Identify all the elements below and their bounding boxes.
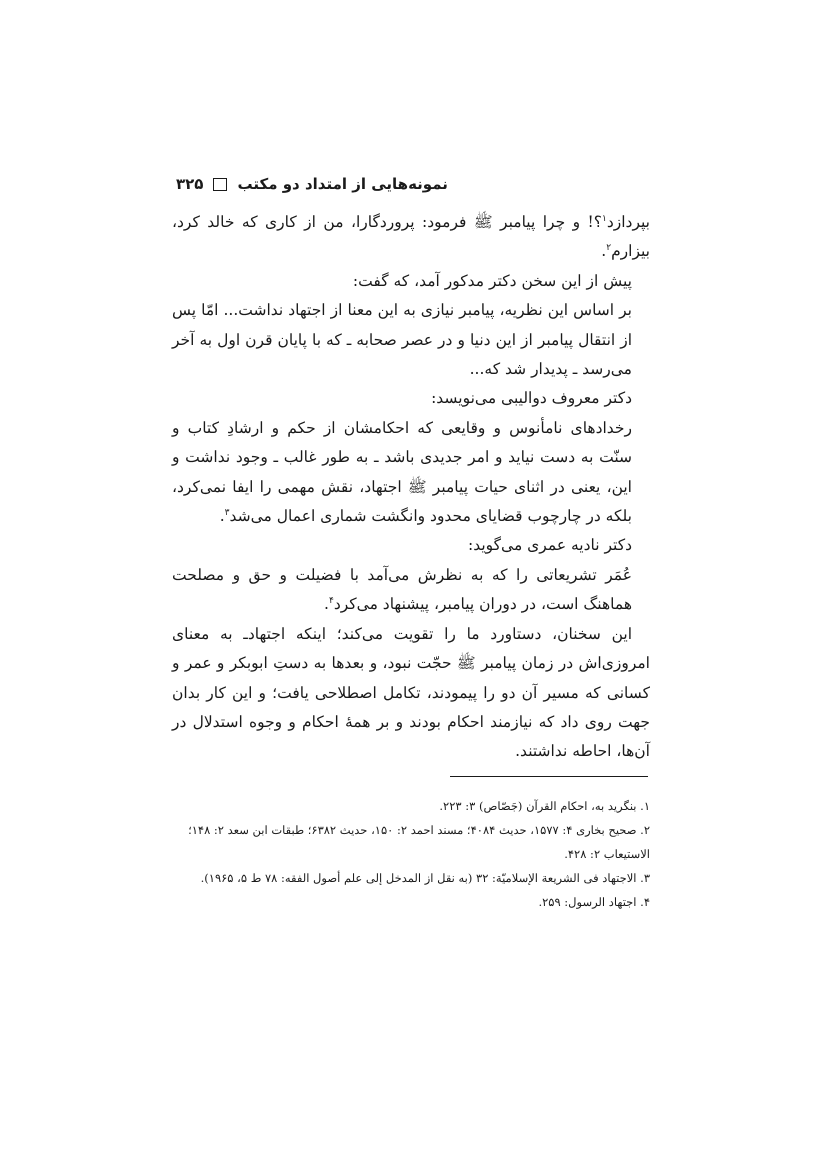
block-quote: رخدادهای نامأنوس و وقایعی که احکامشان از حکم و ارشادِ کتاب و سنّت به دست نیاید و امر جدیدی باشد ـ به طور غالب ـ وجود نداشت و این، یعنی در اثنای حیات پیامبر ﷺ اجتهاد، نقش مهمی را ایفا نمی‌کرد، بلکه در چارچوب قضایای محدود وانگشت شماری اعمال می‌شد$^۳$. (172, 418, 632, 526)
paragraph-opening: بپردازد$^۱$؟! و چرا پیامبر ﷺ فرمود: پروردگارا، من از کاری که خالد کرد، بیزارم$^۲$. (172, 213, 650, 261)
footnote-item: ۱. بنگرید به، احکام القرآن (جَصّاص) ۳: ۲۲۳. (439, 799, 650, 813)
footnote-item: ۳. الاجتهاد فی الشریعة الإسلامیّة: ۳۲ (به نقل از المدخل إلی علم أصول الفقه: ۷۸ ط ۵، ۱۹۶۵). (200, 871, 650, 885)
footnote-ref[interactable]: ۴ (328, 596, 334, 607)
quote-intro: دکتر نادیه عمری می‌گوید: (467, 536, 632, 555)
paragraph-conclusion: این سخنان، دستاورد ما را تقویت می‌کند؛ اینکه اجتهادـ به معنای امروزی‌اش در زمان پیامبر ﷺ حجّت نبود، و بعدها به دستِ ابوبکر و عمر و کسانی که مسیر آن دو را پیمودند، تکامل اصطلاحی یافت؛ و این کار بدان جهت روی داد که نیازمند احکام بودند و بر همهٔ احکام و وجوه استدلال در آن‌ها، احاطه نداشتند. (172, 624, 650, 761)
running-header (176, 172, 650, 196)
square-ornament-icon (213, 178, 227, 191)
footnote-item: ۴. اجتهاد الرسول: ۲۵۹. (538, 895, 650, 909)
chapter-title: نمونه‌هایی از امتداد دو مکتب (237, 175, 448, 193)
footnote-ref[interactable]: ۲ (606, 243, 612, 254)
quote-intro: پیش از این سخن دکتر مدکور آمد، که گفت: (352, 271, 632, 290)
footnotes (172, 794, 650, 914)
block-quote: بر اساس این نظریه، پیامبر نیازی به این معنا از اجتهاد نداشت... امّا پس از انتقال پیامبر از این دنیا و در عصر صحابه ـ که با پایان قرن اول به آخر می‌رسد ـ پدیدار شد که... (172, 301, 632, 379)
quote-intro: دکتر معروف دوالیبی می‌نویسد: (431, 389, 632, 408)
footnote-ref[interactable]: ۳ (224, 507, 230, 518)
footnote-divider (450, 776, 648, 777)
page-number: ۳۲۵ (176, 175, 204, 193)
footnote-ref[interactable]: ۱ (602, 213, 607, 224)
block-quote: عُمَر تشریعاتی را که به نظرش می‌آمد با فضیلت و حق و مصلحت هماهنگ است، در دوران پیامبر، پیشنهاد می‌کرد$^۴$. (172, 565, 632, 614)
body-text (172, 208, 650, 767)
footnote-item: ۲. صحیح بخاری ۴: ۱۵۷۷، حدیث ۴۰۸۴؛ مسند احمد ۲: ۱۵۰، حدیث ۶۳۸۲؛ طبقات ابن سعد ۲: ۱۴۸؛ الاستیعاب ۲: ۴۲۸. (188, 823, 650, 861)
